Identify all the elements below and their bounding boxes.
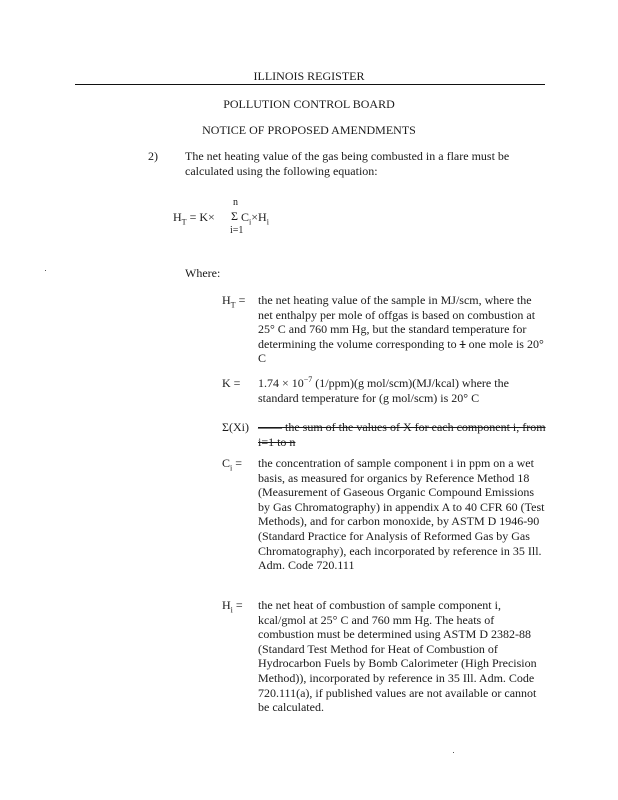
ci-label: $C_i$ = xyxy=(222,456,243,473)
hi-definition: the net heat of combustion of sample component i, kcal/gmol at 25° C and 760 mm Hg. The heats of combustion must be determined using ASTM D 2382-88 (Standard Test Method for Heat of Combustion of Hydrocarbon Fuels by Bomb Calorimeter (High Precision Method)), incorporated by reference in 35 Ill. Adm. Code 720.111(a), if published values are not available or cannot be calculated. xyxy=(258,598,537,715)
sum-symbol: Σ xyxy=(231,209,238,223)
register-title: ILLINOIS REGISTER xyxy=(253,69,365,83)
sum-upper-limit: n xyxy=(233,197,238,208)
scan-speck xyxy=(45,270,46,271)
hi-label: $H_i$ = xyxy=(222,598,243,615)
equation-rhs: $C_i\times H_i$ xyxy=(241,210,269,227)
sum-lower-limit: i=1 xyxy=(230,225,244,236)
item-number: 2) xyxy=(148,149,158,163)
header-rule xyxy=(75,84,545,85)
board-title: POLLUTION CONTROL BOARD xyxy=(223,97,395,111)
net-heating-equation xyxy=(173,196,373,240)
where-label: Where: xyxy=(185,266,221,280)
k-definition: $1.74 \times 10^{-7}$ (1/ppm)(g mol/scm)(MJ/kcal) where the standard temperature for (g mol/scm) is 20° C xyxy=(258,375,509,405)
notice-title: NOTICE OF PROPOSED AMENDMENTS xyxy=(202,123,416,137)
scan-speck xyxy=(453,752,454,753)
k-label: K = xyxy=(222,376,241,390)
sigma-label: Σ(Xi) xyxy=(222,420,249,434)
ci-definition: the concentration of sample component i in ppm on a wet basis, as measured for organics by Reference Method 18 (Measurement of Gaseous Organic Compound Emissions by Gas Chromatography) in appendix A to 40 CFR 60 (Test Methods), and for carbon monoxide, by ASTM D 1946-90 (Standard Practice for Analysis of Reformed Gas by Gas Chromatography), each incorporated by reference in 35 Ill. Adm. Code 720.111 xyxy=(258,456,545,573)
sigma-definition-deleted: —— the sum of the values of X for each component i, from i=1 to n xyxy=(258,420,546,449)
equation-lhs: $H_T = K\times$ xyxy=(173,210,218,227)
ht-definition: the net heating value of the sample in MJ/scm, where the net enthalpy per mole of offgas is based on combustion at 25° C and 760 mm Hg, but the standard temperature for determining the volume corresponding to 1 one mole is 20° C xyxy=(258,293,544,366)
ht-label: $H_T$ = xyxy=(222,293,246,310)
item-text: The net heating value of the gas being combusted in a flare must be calculated using the following equation: xyxy=(185,149,510,178)
